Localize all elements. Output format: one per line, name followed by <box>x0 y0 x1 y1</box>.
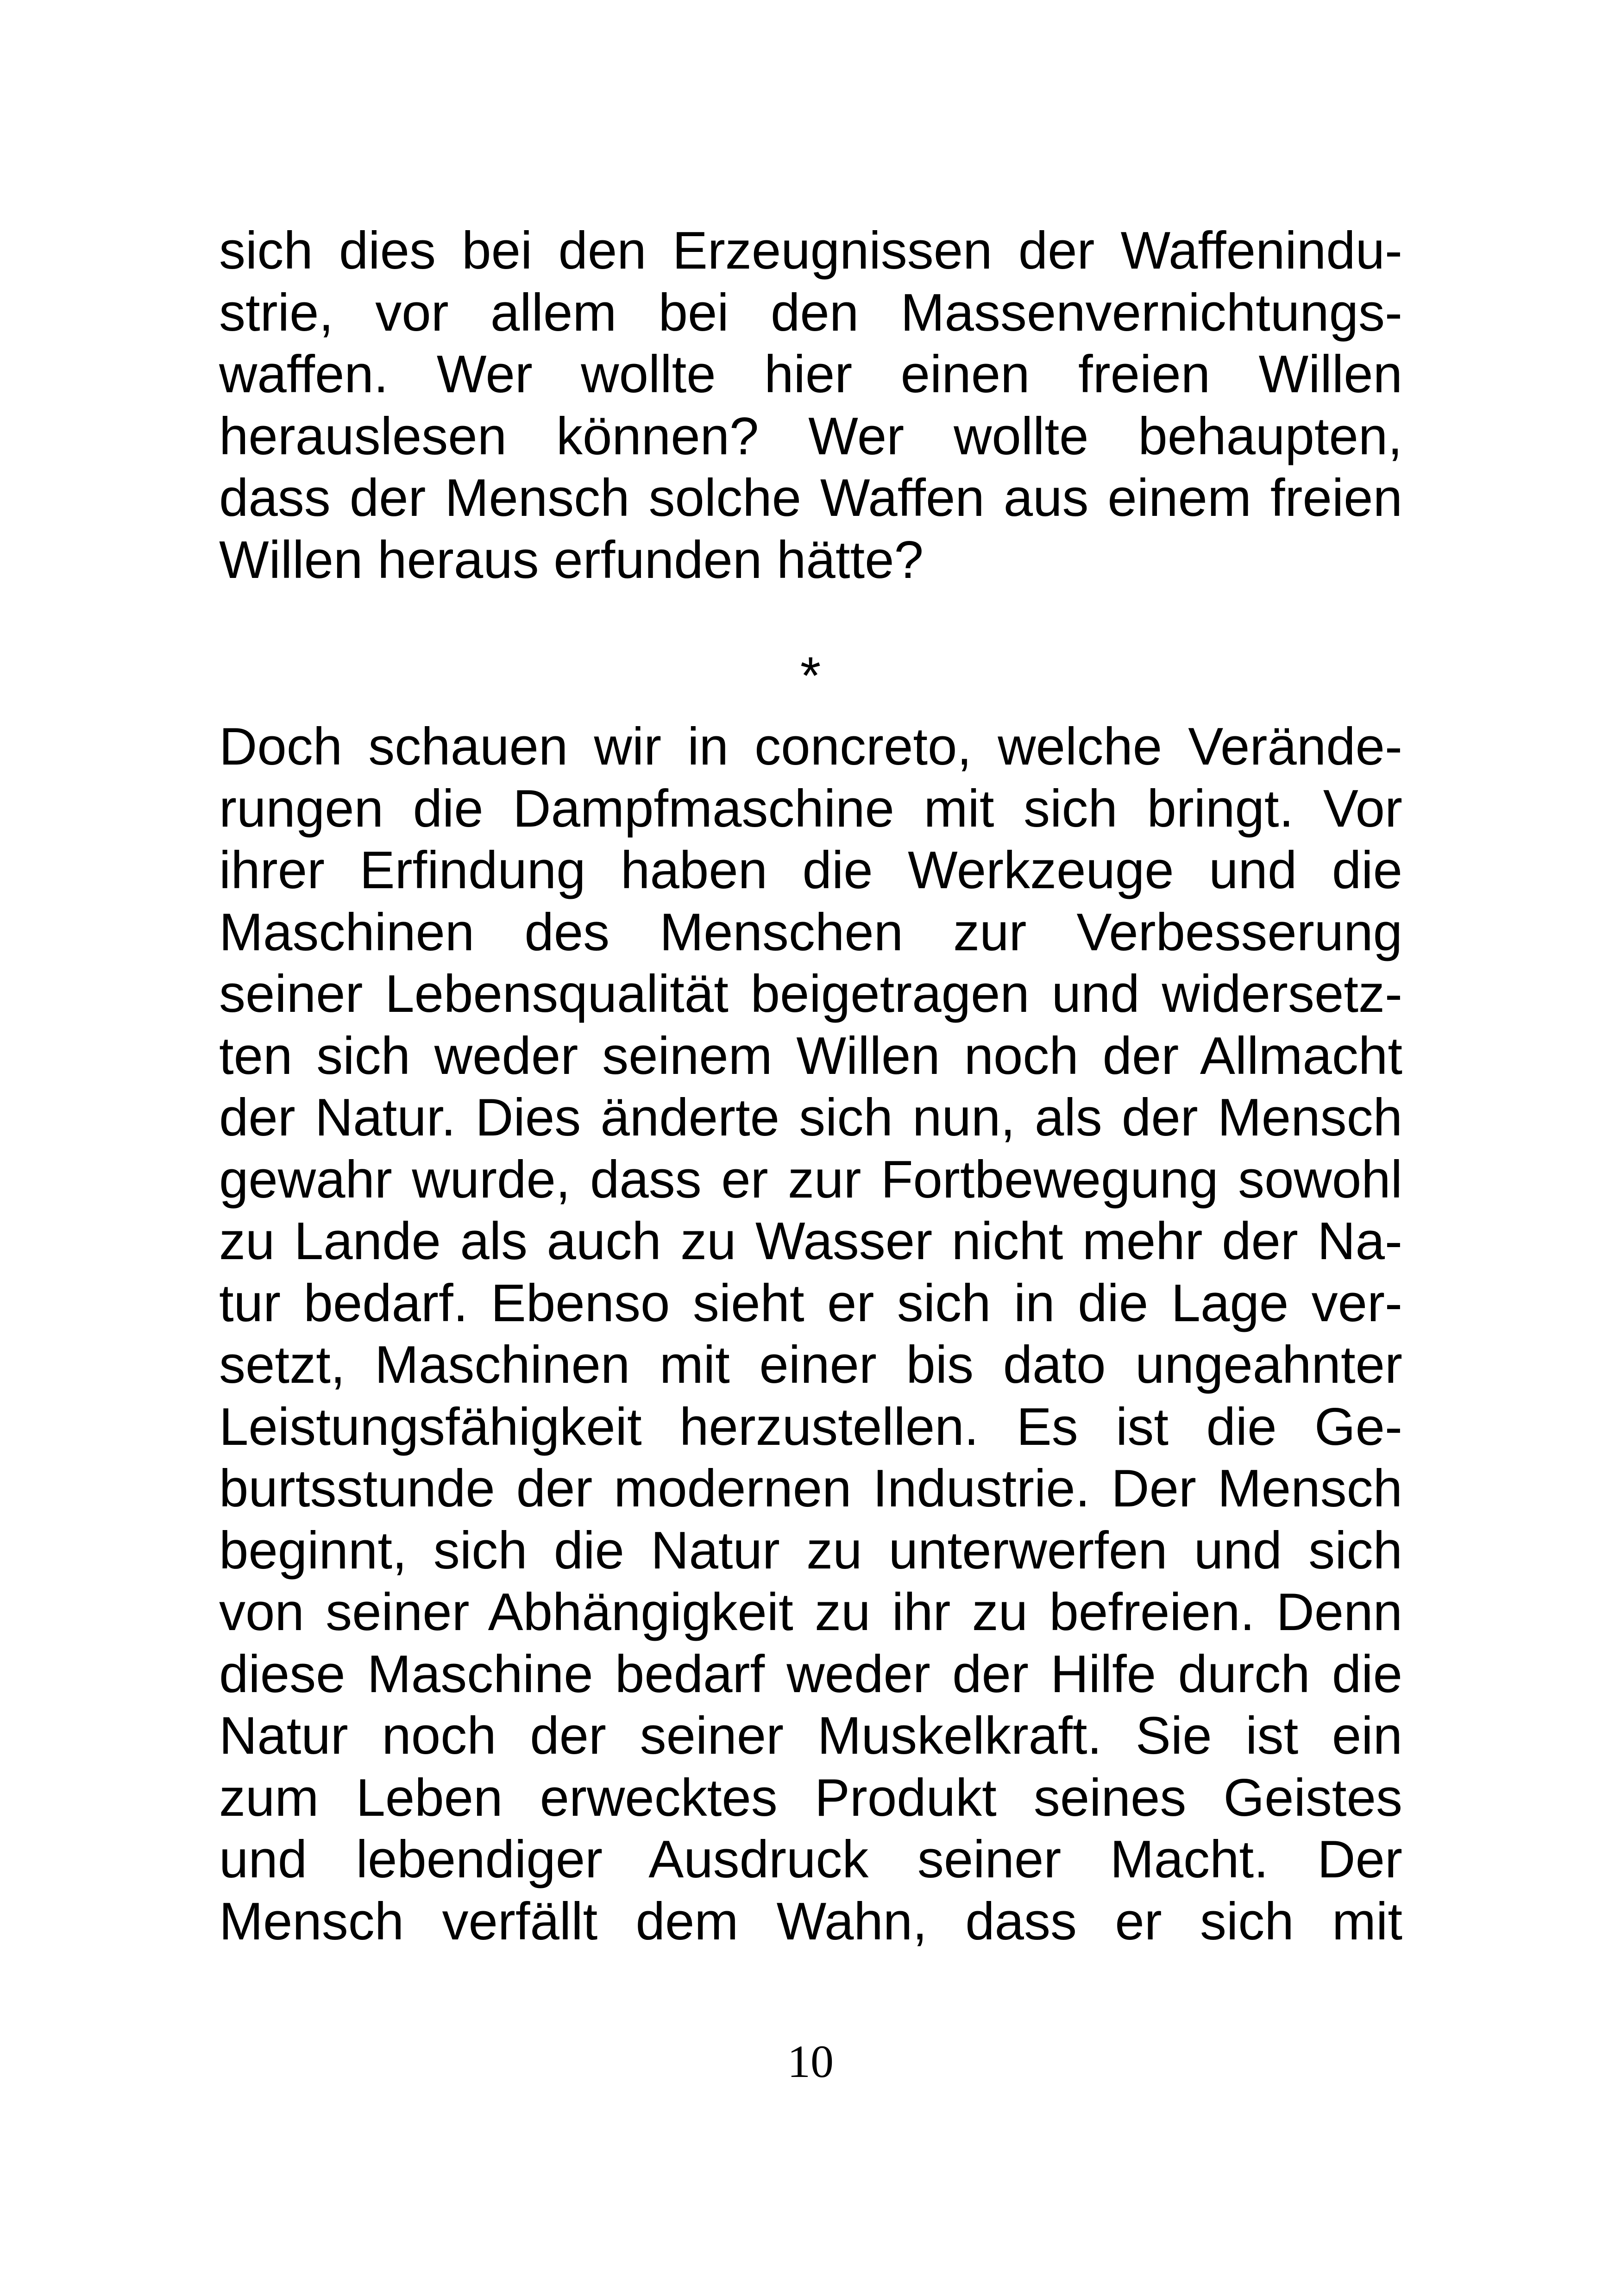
paragraph <box>219 220 1402 591</box>
text-line: strie, vor allem bei den Massenvernichtungs- <box>219 283 1402 342</box>
text-line: tur bedarf. Ebenso sieht er sich in die Lage ver- <box>219 1273 1402 1333</box>
text-line: waffen. Wer wollte hier einen freien Willen <box>219 345 1402 404</box>
text-line: ten sich weder seinem Willen noch der Allmacht <box>219 1026 1402 1085</box>
text-line: beginnt, sich die Natur zu unterwerfen und sich <box>219 1521 1402 1580</box>
text-line: zu Lande als auch zu Wasser nicht mehr der Na- <box>219 1212 1402 1271</box>
text-line: Maschinen des Menschen zur Verbesserung <box>219 903 1402 962</box>
page-number: 10 <box>787 2036 834 2087</box>
text-line: Leistungsfähigkeit herzustellen. Es ist die Ge- <box>219 1397 1402 1456</box>
section-separator: * <box>800 646 821 705</box>
text-line: Doch schauen wir in concreto, welche Verände- <box>219 717 1402 776</box>
text-line: setzt, Maschinen mit einer bis dato ungeahnter <box>219 1336 1402 1394</box>
text-line: sich dies bei den Erzeugnissen der Waffenindu- <box>219 221 1402 280</box>
text-line: ihrer Erfindung haben die Werkzeuge und die <box>219 841 1402 900</box>
text-line: herauslesen können? Wer wollte behaupten, <box>219 407 1402 466</box>
text-line: dass der Mensch solche Waffen aus einem freien <box>219 469 1402 527</box>
text-line: seiner Lebensqualität beigetragen und widersetz- <box>219 965 1402 1023</box>
text-line: der Natur. Dies änderte sich nun, als der Mensch <box>219 1088 1402 1147</box>
paragraph <box>219 716 1402 1952</box>
text-line: burtsstunde der modernen Industrie. Der Mensch <box>219 1459 1402 1518</box>
text-line: diese Maschine bedarf weder der Hilfe durch die <box>219 1644 1402 1704</box>
text-line: Natur noch der seiner Muskelkraft. Sie ist ein <box>219 1706 1402 1765</box>
text-line: gewahr wurde, dass er zur Fortbewegung sowohl <box>219 1150 1402 1209</box>
text-line: und lebendiger Ausdruck seiner Macht. Der <box>219 1830 1402 1889</box>
text-line: zum Leben erwecktes Produkt seines Geistes <box>219 1768 1402 1827</box>
text-line: Willen heraus erfunden hätte? <box>219 530 924 590</box>
text-line: von seiner Abhängigkeit zu ihr zu befreien. Denn <box>219 1583 1402 1642</box>
text-line: rungen die Dampfmaschine mit sich bringt. Vor <box>219 779 1402 838</box>
text-line: Mensch verfällt dem Wahn, dass er sich mit <box>219 1892 1402 1951</box>
